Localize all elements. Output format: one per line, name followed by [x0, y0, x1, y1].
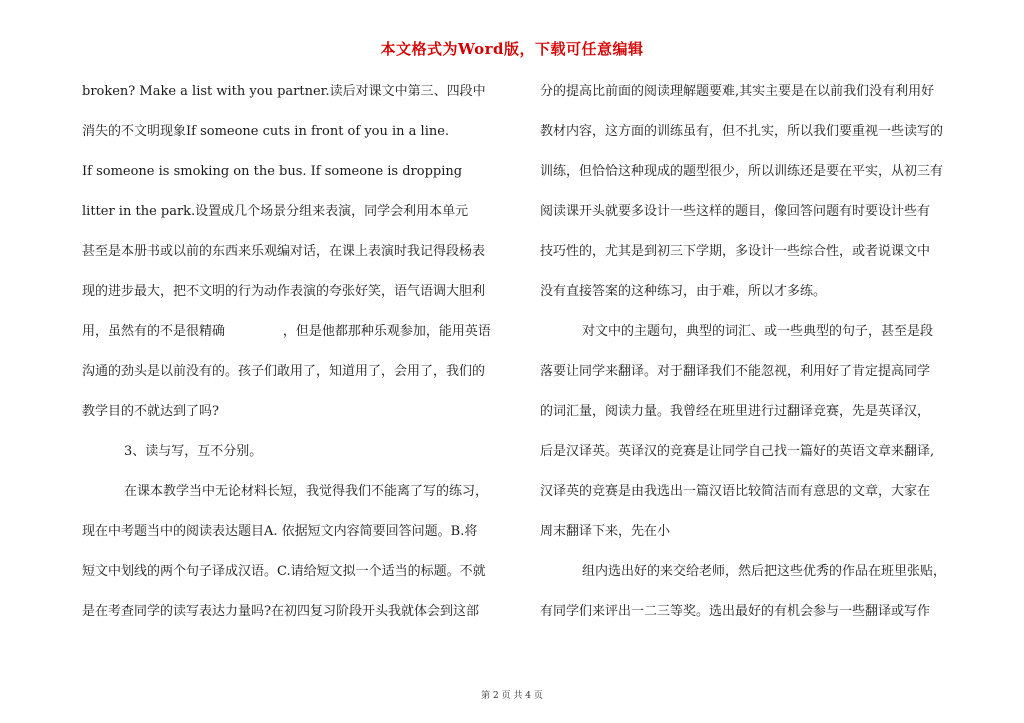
text-line: 消失的不文明现象If someone cuts in front of you in a line.	[82, 124, 450, 139]
text-line: 在课本教学当中无论材料长短，我觉得我们不能离了写的练习，	[124, 484, 489, 499]
text-line: 分的提高比前面的阅读理解题要难,其实主要是在以前我们没有利用好	[540, 84, 935, 99]
text-line: 落要让同学来翻译。对于翻译我们不能忽视，利用好了肯定提高同学	[540, 364, 931, 379]
text-line: 技巧性的，尤其是到初三下学期，多设计一些综合性，或者说课文中	[540, 244, 931, 259]
text-line: 现的进步最大，把不文明的行为动作表演的夸张好笑，语气语调大胆利	[82, 284, 486, 299]
text-line: 教学目的不就达到了吗?	[82, 404, 219, 419]
page-header-title: 本文格式为Word版，下载可任意编辑	[380, 40, 644, 58]
text-line: 短文中划线的两个句子译成汉语。C.请给短文拟一个适当的标题。不就	[82, 564, 486, 579]
text-line: 训练，但恰恰这种现成的题型很少，所以训练还是要在平实，从初三有	[540, 164, 944, 179]
text-line: 后是汉译英。英译汉的竞赛是让同学自己找一篇好的英语文章来翻译,	[540, 444, 935, 459]
text-line: 教材内容，这方面的训练虽有，但不扎实，所以我们要重视一些读写的	[540, 124, 944, 139]
text-line: litter in the park.设置成几个场景分组来表演，同学会利用本单元	[82, 204, 469, 219]
text-line: 对文中的主题句，典型的词汇、或一些典型的句子，甚至是段	[582, 324, 934, 339]
text-line: 的词汇量，阅读力量。我曾经在班里进行过翻译竞赛，先是英译汉，	[540, 404, 931, 419]
text-line: 沟通的劲头是以前没有的。孩子们敢用了，知道用了，会用了，我们的	[82, 364, 486, 379]
text-line: broken? Make a list with you partner.读后对课文中第三、四段中	[82, 84, 486, 99]
text-line: 没有直接答案的这种练习，由于难，所以才多练。	[540, 284, 827, 299]
left-text-column	[82, 80, 522, 640]
text-line: 有同学们来评出一二三等奖。选出最好的有机会参与一些翻译或写作	[540, 604, 931, 619]
text-line: 现在中考题当中的阅读表达题目A. 依据短文内容简要回答问题。B.将	[82, 524, 478, 539]
text-line: 汉译英的竞赛是由我选出一篇汉语比较简洁而有意思的文章，大家在	[540, 484, 931, 499]
section-heading: 3、读与写，互不分别。	[124, 444, 263, 459]
text-line: 用，虽然有的不是很精确 ，但是他都那种乐观参加，能用英语	[82, 324, 491, 339]
text-line: 阅读课开头就要多设计一些这样的题目，像回答问题有时要设计些有	[540, 204, 931, 219]
text-line: 周末翻译下来，先在小	[540, 524, 671, 539]
page-number-footer: 第 2 页 共 4 页	[481, 691, 543, 701]
text-line: 甚至是本册书或以前的东西来乐观编对话，在课上表演时我记得段杨表	[82, 244, 486, 259]
text-line: If someone is smoking on the bus. If someone is dropping	[82, 164, 463, 179]
text-line: 是在考查同学的读写表达力量吗?在初四复习阶段开头我就体会到这部	[82, 604, 479, 619]
text-line: 组内选出好的来交给老师，然后把这些优秀的作品在班里张贴，	[582, 564, 947, 579]
right-text-column	[540, 80, 980, 640]
